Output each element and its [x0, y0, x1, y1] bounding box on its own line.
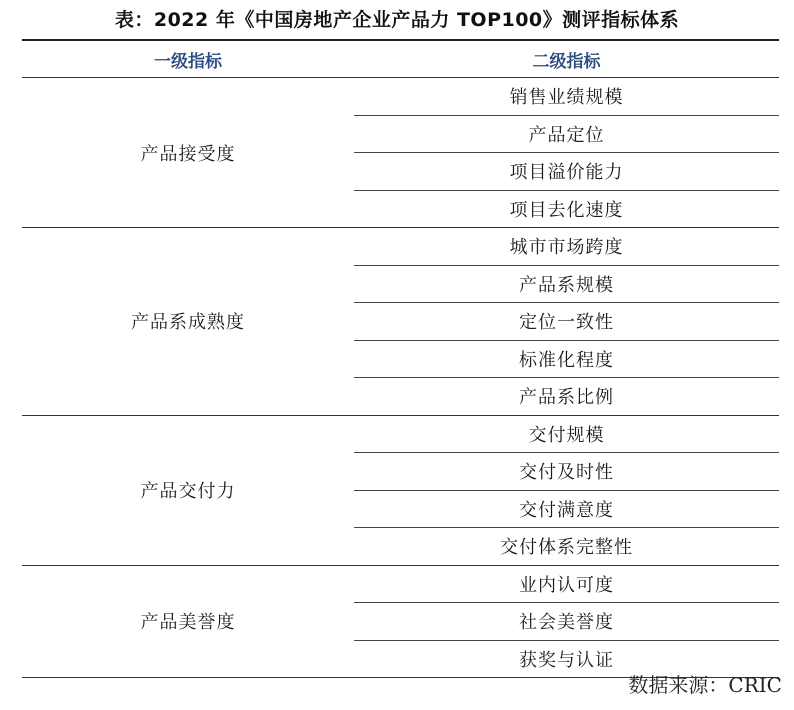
secondary-indicator: 销售业绩规模 — [354, 78, 779, 116]
indicator-group — [22, 78, 779, 228]
secondary-indicator: 项目溢价能力 — [354, 153, 779, 191]
secondary-indicator: 标准化程度 — [354, 341, 779, 379]
secondary-indicator-list — [354, 228, 779, 415]
table-header — [22, 41, 779, 78]
header-primary-indicator: 一级指标 — [154, 51, 222, 72]
data-source-note: 数据来源：CRIC — [628, 673, 782, 697]
secondary-indicator: 获奖与认证 — [519, 649, 614, 671]
secondary-indicator-list — [354, 78, 779, 227]
indicator-group — [22, 566, 779, 679]
primary-indicator: 产品接受度 — [140, 143, 236, 165]
secondary-indicator: 产品系规模 — [354, 266, 779, 304]
primary-indicator: 产品交付力 — [140, 481, 236, 502]
secondary-indicator: 交付体系完整性 — [500, 537, 633, 559]
secondary-indicator: 交付规模 — [354, 416, 779, 454]
secondary-indicator: 项目去化速度 — [509, 199, 624, 221]
secondary-indicator-list — [354, 416, 779, 565]
secondary-indicator: 交付满意度 — [354, 491, 779, 529]
secondary-indicator-list — [354, 566, 779, 678]
secondary-indicator: 城市市场跨度 — [354, 228, 779, 266]
secondary-indicator: 产品系比例 — [519, 387, 614, 409]
secondary-indicator: 交付及时性 — [354, 453, 779, 491]
indicator-table — [22, 39, 779, 678]
header-secondary-indicator: 二级指标 — [532, 51, 601, 72]
indicator-group — [22, 416, 779, 566]
primary-indicator: 产品美誉度 — [140, 612, 236, 634]
secondary-indicator: 产品定位 — [354, 116, 779, 154]
secondary-indicator: 社会美誉度 — [354, 603, 779, 641]
table-title: 表：2022 年《中国房地产企业产品力 TOP100》测评指标体系 — [114, 9, 680, 31]
indicator-group — [22, 228, 779, 416]
secondary-indicator: 定位一致性 — [354, 303, 779, 341]
secondary-indicator: 业内认可度 — [354, 566, 779, 604]
primary-indicator: 产品系成熟度 — [131, 312, 245, 334]
